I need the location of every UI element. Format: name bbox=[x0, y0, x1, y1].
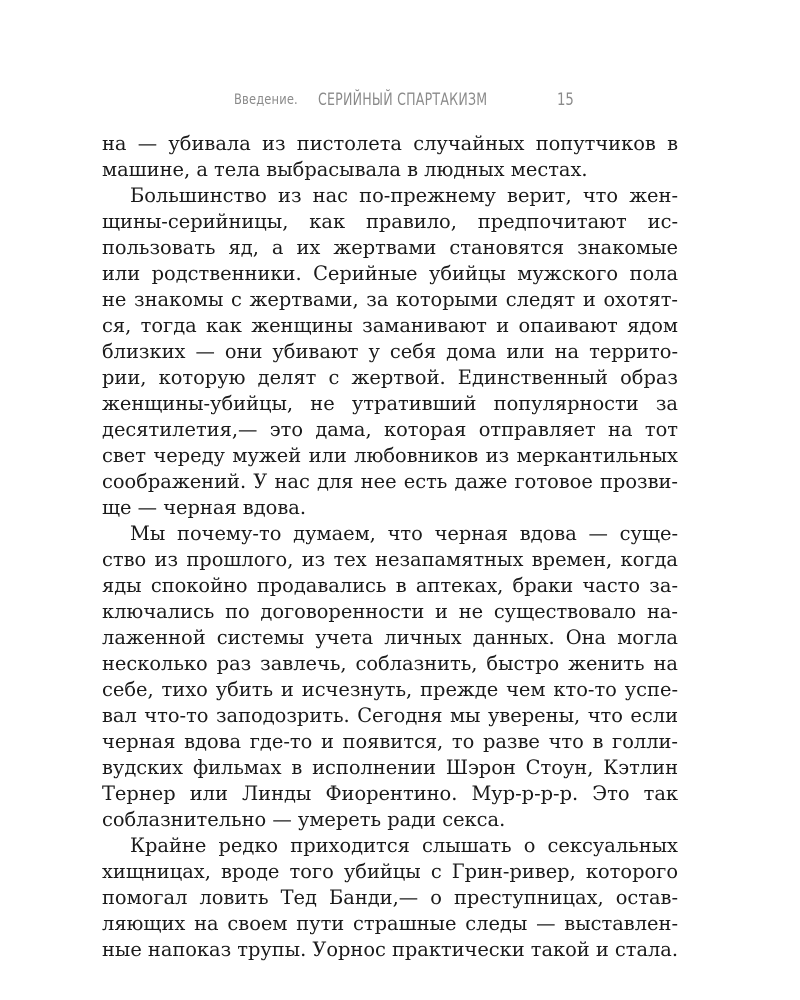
text-line: Тернер или Линды Фиорентино. Мур-р-р-р. Это так bbox=[102, 782, 678, 805]
text-line: Мы почему-то думаем, что черная вдова — суще- bbox=[130, 522, 678, 545]
text-line: или родственники. Серийные убийцы мужского пола bbox=[102, 262, 678, 285]
text-line: несколько раз завлечь, соблазнить, быстро женить на bbox=[102, 652, 678, 675]
text-line: яды спокойно продавались в аптеках, браки часто за- bbox=[102, 574, 678, 597]
text-line: себе, тихо убить и исчезнуть, прежде чем кто-то успе- bbox=[102, 678, 678, 701]
text-line: ключались по договоренности и не существовало на- bbox=[102, 600, 678, 623]
body-text bbox=[102, 131, 678, 963]
text-line: хищницах, вроде того убийцы с Грин-ривер, которого bbox=[102, 860, 678, 883]
text-line: близких — они убивают у себя дома или на террито- bbox=[102, 340, 678, 363]
running-head bbox=[0, 90, 800, 114]
text-line: Большинство из нас по-прежнему верит, что жен- bbox=[130, 184, 678, 207]
text-line: пользовать яд, а их жертвами становятся знакомые bbox=[102, 236, 678, 259]
text-line: рии, которую делят с жертвой. Единственный образ bbox=[102, 366, 678, 389]
text-line: черная вдова где-то и появится, то разве что в голли- bbox=[102, 730, 678, 753]
text-line: машине, а тела выбрасывала в людных местах. bbox=[102, 158, 588, 181]
text-line: лаженной системы учета личных данных. Она могла bbox=[102, 626, 678, 649]
text-line: Крайне редко приходится слышать о сексуальных bbox=[130, 834, 678, 857]
text-line: женщины-убийцы, не утративший популярности за bbox=[102, 392, 678, 415]
page-number: 15 bbox=[557, 90, 574, 110]
running-head-chapter-label: Введение. bbox=[234, 92, 298, 108]
running-head-chapter-title: СЕРИЙНЫЙ СПАРТАКИЗМ bbox=[318, 90, 488, 110]
text-line: вудских фильмах в исполнении Шэрон Стоун, Кэтлин bbox=[102, 756, 678, 779]
text-line: ляющих на своем пути страшные следы — выставлен- bbox=[102, 912, 678, 935]
text-line: щины-серийницы, как правило, предпочитают ис- bbox=[102, 210, 678, 233]
text-line: соблазнительно — умереть ради секса. bbox=[102, 808, 506, 831]
text-line: не знакомы с жертвами, за которыми следят и охотят- bbox=[102, 288, 678, 311]
text-line: ще — черная вдова. bbox=[102, 496, 306, 519]
text-line: ные напоказ трупы. Уорнос практически такой и стала. bbox=[102, 938, 678, 961]
text-line: свет череду мужей или любовников из меркантильных bbox=[102, 444, 678, 467]
text-line: ство из прошлого, из тех незапамятных времен, когда bbox=[102, 548, 678, 571]
text-line: десятилетия,— это дама, которая отправляет на тот bbox=[102, 418, 678, 441]
text-line: на — убивала из пистолета случайных попутчиков в bbox=[102, 132, 678, 155]
text-line: соображений. У нас для нее есть даже готовое прозви- bbox=[102, 470, 678, 493]
text-line: ся, тогда как женщины заманивают и опаивают ядом bbox=[102, 314, 678, 337]
text-line: помогал ловить Тед Банди,— о преступницах, остав- bbox=[102, 886, 678, 909]
text-line: вал что-то заподозрить. Сегодня мы уверены, что если bbox=[102, 704, 678, 727]
